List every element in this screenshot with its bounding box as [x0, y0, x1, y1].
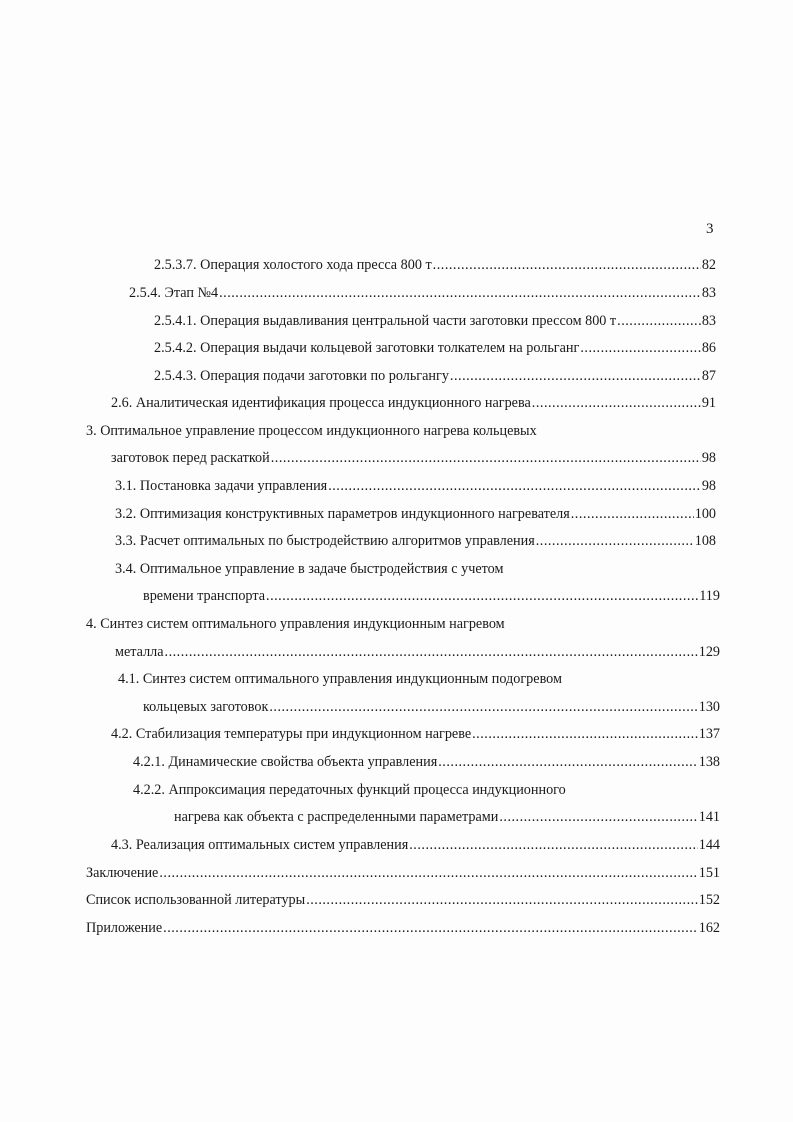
toc-entry[interactable] — [111, 725, 720, 743]
toc-entry[interactable] — [115, 643, 720, 661]
toc-entry-label: времени транспорта — [143, 588, 266, 604]
toc-entry-label: Приложение — [86, 920, 163, 936]
dot-leader — [306, 891, 698, 909]
toc-entry-page: 98 — [701, 478, 716, 494]
dot-leader — [433, 256, 701, 274]
dot-leader — [536, 532, 694, 550]
toc-entry[interactable] — [133, 753, 720, 771]
toc-entry[interactable] — [115, 532, 716, 550]
toc-chapter-heading[interactable]: 3. Оптимальное управление процессом индукционного нагрева кольцевых — [86, 423, 537, 439]
toc-entry[interactable] — [86, 919, 720, 937]
toc-entry-page: 83 — [701, 313, 716, 329]
toc-entry-page: 152 — [698, 892, 720, 908]
toc-entry-label: 2.5.4.3. Операция подачи заготовки по рольгангу — [154, 368, 449, 384]
toc-entry-label: 2.6. Аналитическая идентификация процесса индукционного нагрева — [111, 395, 531, 411]
toc-entry[interactable] — [86, 891, 720, 909]
toc-entry[interactable] — [174, 808, 720, 826]
toc-entry[interactable] — [129, 284, 716, 302]
toc-entry[interactable] — [154, 367, 716, 385]
toc-entry-label: Список использованной литературы — [86, 892, 306, 908]
toc-entry-label: нагрева как объекта с распределенными параметрами — [174, 809, 499, 825]
toc-entry-page: 162 — [698, 920, 720, 936]
toc-entry-page: 100 — [694, 506, 716, 522]
dot-leader — [219, 284, 701, 302]
toc-entry-label: 4.2.1. Динамические свойства объекта управления — [133, 754, 438, 770]
dot-leader — [165, 643, 698, 661]
dot-leader — [159, 864, 697, 882]
toc-entry[interactable] — [143, 587, 720, 605]
dot-leader — [266, 587, 698, 605]
toc-entry-label: металла — [115, 644, 164, 660]
toc-entry-label: 2.5.3.7. Операция холостого хода пресса 800 т — [154, 257, 432, 273]
toc-entry-label: 3.2. Оптимизация конструктивных параметров индукционного нагревателя — [115, 506, 570, 522]
dot-leader — [580, 339, 700, 357]
toc-entry-page: 138 — [698, 754, 720, 770]
toc-entry-page: 129 — [698, 644, 720, 660]
toc-entry-page: 130 — [698, 699, 720, 715]
dot-leader — [532, 394, 701, 412]
toc-entry-label: Заключение — [86, 865, 159, 881]
toc-entry-page: 91 — [701, 395, 716, 411]
toc-entry-page: 137 — [698, 726, 720, 742]
page-number: 3 — [706, 221, 714, 237]
toc-entry[interactable] — [86, 864, 720, 882]
toc-chapter-heading[interactable]: 4. Синтез систем оптимального управления индукционным нагревом — [86, 616, 505, 632]
toc-entry-page: 87 — [701, 368, 716, 384]
toc-entry-label: 2.5.4.2. Операция выдачи кольцевой заготовки толкателем на рольганг — [154, 340, 580, 356]
dot-leader — [617, 312, 701, 330]
dot-leader — [409, 836, 697, 854]
toc-entry[interactable] — [115, 505, 716, 523]
toc-entry-page: 144 — [698, 837, 720, 853]
dot-leader — [271, 449, 701, 467]
toc-entry[interactable] — [154, 339, 716, 357]
toc-entry-label: 4.2. Стабилизация температуры при индукционном нагреве — [111, 726, 472, 742]
dot-leader — [163, 919, 698, 937]
dot-leader — [269, 698, 697, 716]
toc-entry-page: 108 — [694, 533, 716, 549]
toc-entry[interactable] — [143, 698, 720, 716]
toc-entry-page: 86 — [701, 340, 716, 356]
toc-entry[interactable] — [111, 394, 716, 412]
toc-entry-label: 2.5.4. Этап №4 — [129, 285, 219, 301]
toc-entry[interactable] — [111, 449, 716, 467]
toc-entry-page: 98 — [701, 450, 716, 466]
toc-entry-page: 83 — [701, 285, 716, 301]
dot-leader — [450, 367, 701, 385]
toc-entry-label: заготовок перед раскаткой — [111, 450, 270, 466]
dot-leader — [328, 477, 701, 495]
toc-entry-page: 141 — [698, 809, 720, 825]
toc-entry[interactable] — [154, 256, 716, 274]
toc-entry-heading[interactable]: 3.4. Оптимальное управление в задаче быстродействия с учетом — [115, 561, 504, 577]
toc-entry-page: 82 — [701, 257, 716, 273]
toc-entry-label: кольцевых заготовок — [143, 699, 269, 715]
toc-entry[interactable] — [111, 836, 720, 854]
toc-entry-page: 151 — [698, 865, 720, 881]
toc-entry[interactable] — [115, 477, 716, 495]
dot-leader — [438, 753, 697, 771]
dot-leader — [571, 505, 694, 523]
dot-leader — [472, 725, 698, 743]
toc-entry-page: 119 — [699, 588, 720, 604]
toc-entry-label: 4.3. Реализация оптимальных систем управления — [111, 837, 409, 853]
dot-leader — [499, 808, 697, 826]
toc-entry[interactable] — [154, 312, 716, 330]
toc-entry-label: 2.5.4.1. Операция выдавливания центральной части заготовки прессом 800 т — [154, 313, 617, 329]
toc-entry-label: 3.3. Расчет оптимальных по быстродействию алгоритмов управления — [115, 533, 535, 549]
toc-entry-label: 3.1. Постановка задачи управления — [115, 478, 328, 494]
toc-entry-heading[interactable]: 4.1. Синтез систем оптимального управления индукционным подогревом — [118, 671, 562, 687]
toc-entry-heading[interactable]: 4.2.2. Аппроксимация передаточных функций процесса индукционного — [133, 782, 566, 798]
